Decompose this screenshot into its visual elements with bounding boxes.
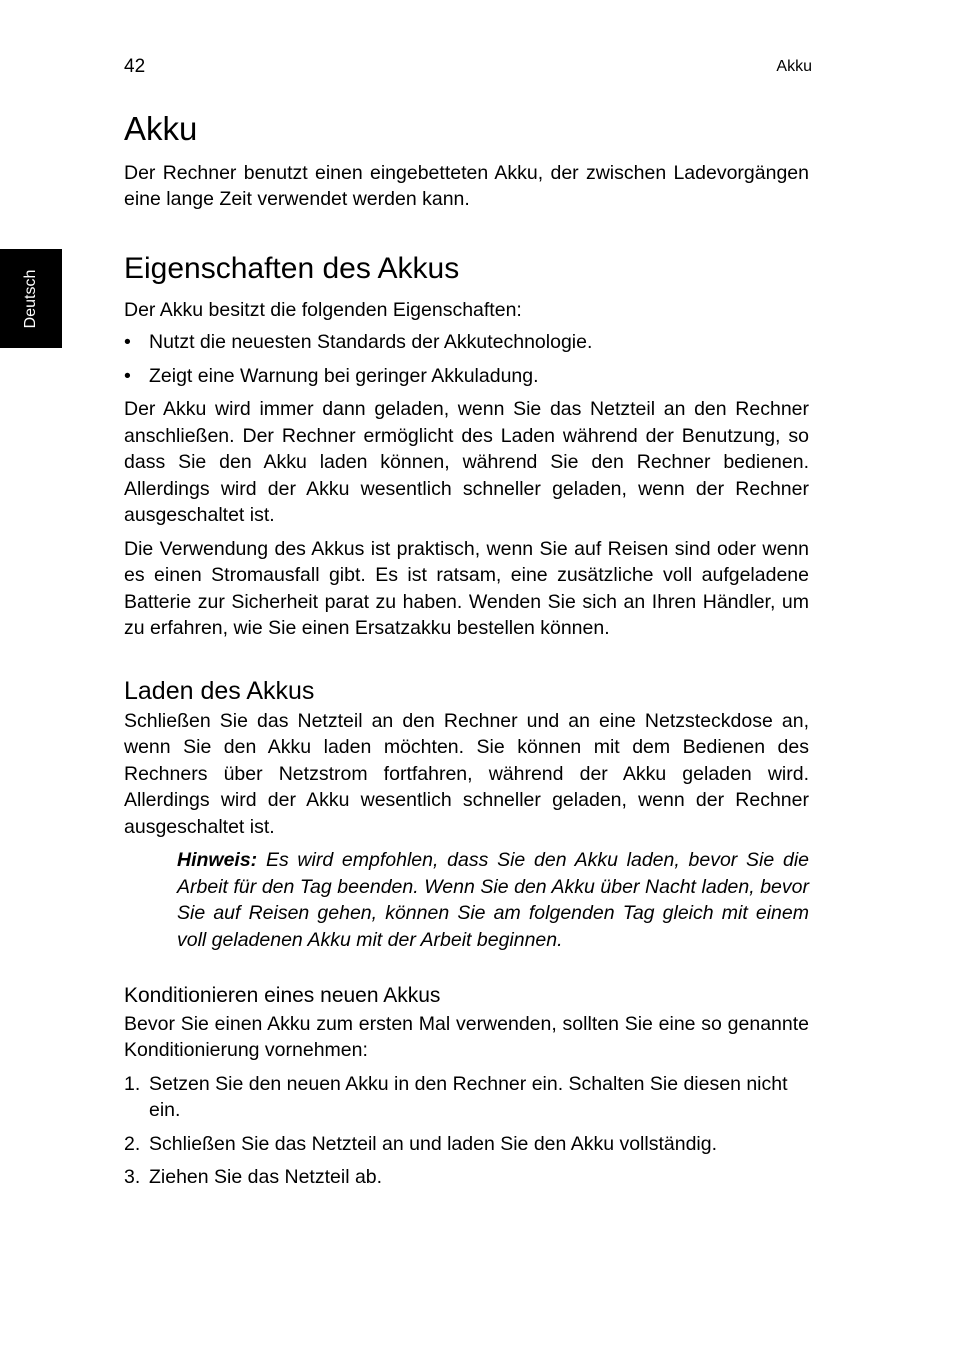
list-item-text: Setzen Sie den neuen Akku in den Rechner ein. Schalten Sie diesen nicht ein.	[149, 1072, 788, 1122]
note-text: Es wird empfohlen, dass Sie den Akku laden, bevor Sie die Arbeit für den Tag beenden. Wenn Sie den Akku über Nacht laden, bevor Sie auf Reisen gehen, können Sie am folgenden Tag gleich mit einem voll geladenen Akku mit der Arbeit beginnen.	[177, 849, 809, 951]
list-item	[124, 1131, 809, 1158]
eigenschaften-bullet-list	[124, 329, 809, 389]
bullet-marker: •	[124, 331, 131, 354]
step-number: 3.	[124, 1166, 141, 1189]
list-item	[124, 1164, 809, 1191]
note-label: Hinweis:	[177, 849, 258, 872]
bullet-marker: •	[124, 364, 131, 387]
section-title-laden: Laden des Akkus	[124, 676, 315, 705]
list-item-text: Zeigt eine Warnung bei geringer Akkuladung.	[149, 364, 539, 387]
running-header: Akku	[776, 58, 812, 75]
page-content	[124, 110, 809, 1198]
konditionieren-steps-list	[124, 1071, 809, 1191]
step-number: 1.	[124, 1072, 141, 1095]
language-side-tab	[0, 249, 62, 348]
list-item	[124, 329, 809, 356]
eigenschaften-paragraph-1: Der Akku wird immer dann geladen, wenn Sie das Netzteil an den Rechner anschließen. Der Rechner ermöglicht des Laden während der Benutzung, so dass Sie den Akku laden können, während Sie den Rechner bedienen. Allerdings wird der Akku wesentlich schneller geladen, wenn der Rechner ausgeschaltet ist.	[124, 398, 809, 527]
laden-paragraph: Schließen Sie das Netzteil an den Rechner und an eine Netzsteckdose an, wenn Sie den Akku laden möchten. Sie können mit dem Bedienen des Rechners über Netzstrom fortfahren, während der Akku geladen wird. Allerdings wird der Akku wesentlich schneller geladen, wenn der Rechner ausgeschaltet ist.	[124, 709, 809, 838]
konditionieren-paragraph: Bevor Sie einen Akku zum ersten Mal verwenden, sollten Sie eine so genannte Konditionierung vornehmen:	[124, 1012, 809, 1062]
list-item-text: Ziehen Sie das Netzteil ab.	[149, 1166, 383, 1189]
list-item-text: Schließen Sie das Netzteil an und laden Sie den Akku vollständig.	[149, 1132, 718, 1155]
intro-paragraph: Der Rechner benutzt einen eingebetteten Akku, der zwischen Ladevorgängen eine lange Zeit verwendet werden kann.	[124, 161, 809, 211]
side-tab-label: Deutsch	[22, 269, 39, 329]
section-title-eigenschaften: Eigenschaften des Akkus	[124, 251, 460, 285]
eigenschaften-paragraph-2: Die Verwendung des Akkus ist praktisch, wenn Sie auf Reisen sind oder wenn es einen Stromausfall gibt. Es ist ratsam, eine zusätzliche voll aufgeladene Batterie zur Sicherheit parat zu haben. Wenden Sie sich an Ihren Händler, um zu erfahren, wie Sie einen Ersatzakku bestellen können.	[124, 537, 809, 640]
laden-note	[177, 847, 809, 953]
section-title-konditionieren: Konditionieren eines neuen Akkus	[124, 984, 441, 1008]
page-number: 42	[124, 56, 146, 77]
page-title: Akku	[124, 110, 198, 147]
eigenschaften-lead: Der Akku besitzt die folgenden Eigenschaften:	[124, 298, 522, 321]
list-item	[124, 363, 809, 390]
list-item	[124, 1071, 809, 1124]
list-item-text: Nutzt die neuesten Standards der Akkutechnologie.	[149, 331, 593, 354]
step-number: 2.	[124, 1132, 141, 1155]
